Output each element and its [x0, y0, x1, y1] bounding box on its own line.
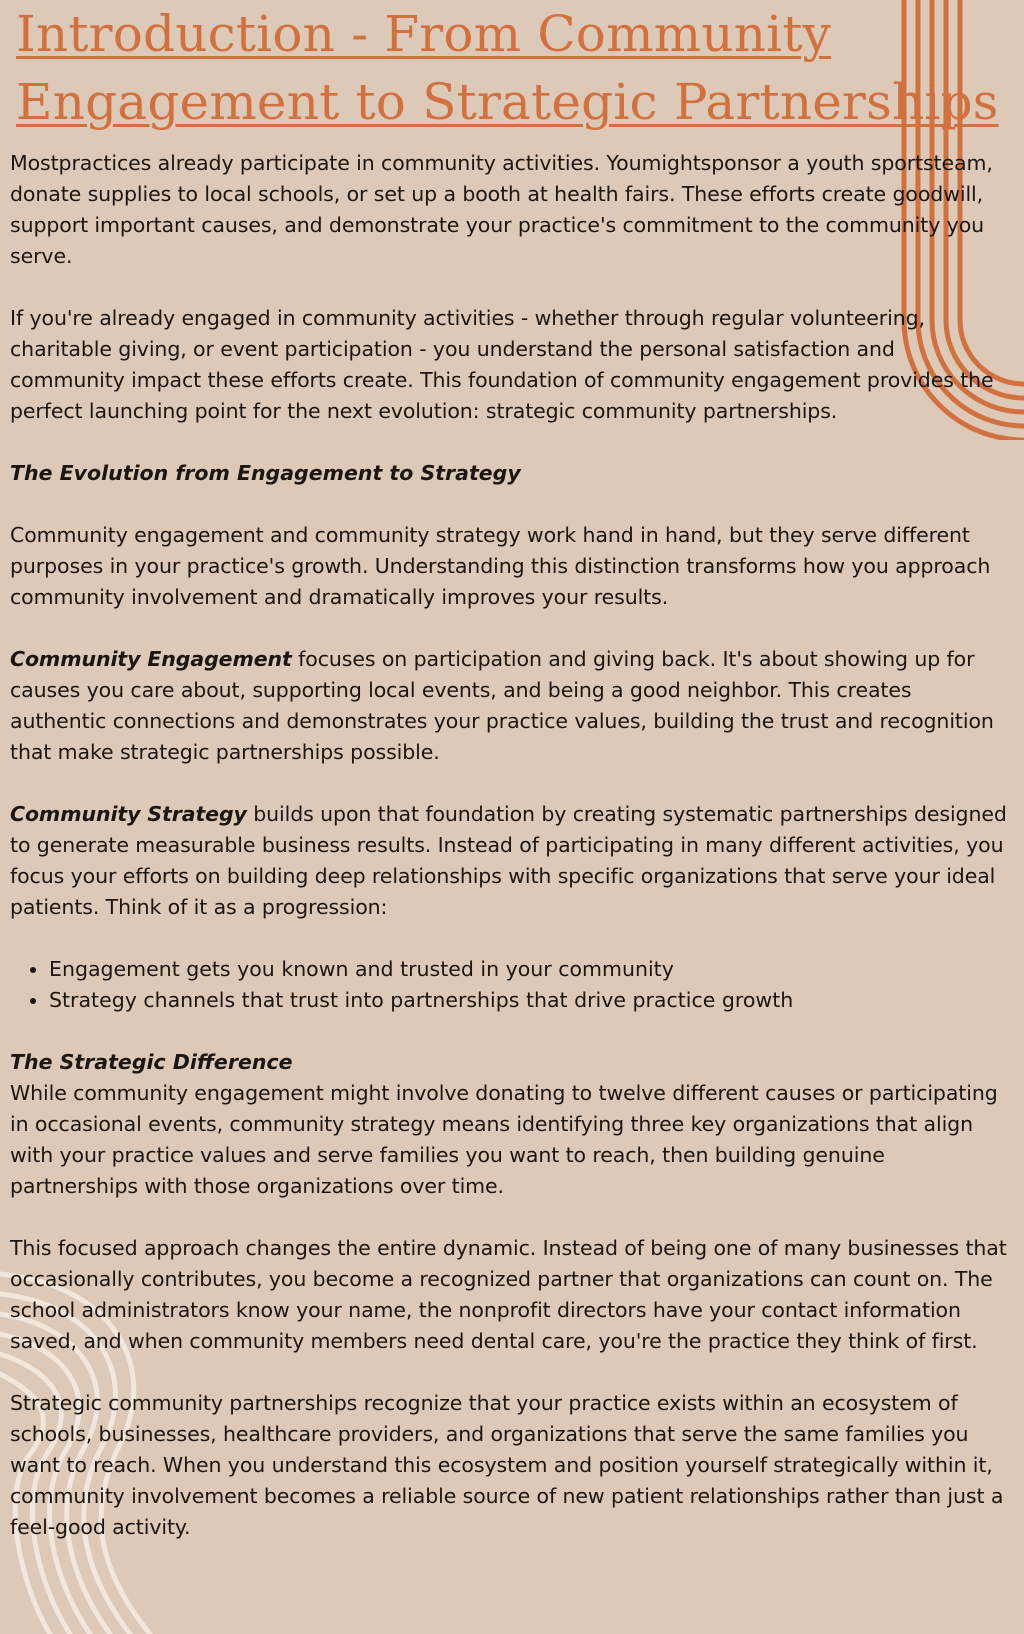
- community-strategy-term: Community Strategy: [10, 802, 247, 826]
- intro-paragraph: Mostpractices already participate in community activities. Youmightsponsor a youth sportsteam, donate supplies to local schools, or set up a booth at health fairs. These efforts create goodwill, support important causes, and demonstrate your practice's commitment to the community you serve.: [10, 151, 993, 268]
- subheading-evolution: The Evolution from Engagement to Strategy: [10, 461, 521, 485]
- engagement-paragraph: If you're already engaged in community activities - whether through regular volunteering, charitable giving, or event participation - you understand the personal satisfaction and community impact these efforts create. This foundation of community engagement provides the perfect launching point for the next evolution: strategic community partnerships.: [10, 306, 994, 423]
- difference-paragraph: While community engagement might involve donating to twelve different causes or participating in occasional events, community strategy means identifying three key organizations that align with your practice values and serve families you want to reach, then building genuine partnerships with those organizations over time.: [10, 1081, 998, 1198]
- community-strategy-paragraph: [10, 799, 1014, 923]
- community-engagement-term: Community Engagement: [10, 647, 292, 671]
- distinction-paragraph: Community engagement and community strategy work hand in hand, but they serve different purposes in your practice's growth. Understanding this distinction transforms how you approach community involvement and dramatically improves your results.: [10, 523, 991, 609]
- page-title: Introduction - From Community Engagement to Strategic Partnerships: [16, 5, 999, 131]
- subheading-difference: The Strategic Difference: [10, 1050, 293, 1074]
- progression-list: [10, 954, 1014, 1016]
- list-item: • Strategy channels that trust into partnerships that drive practice growth: [49, 985, 1014, 1016]
- community-engagement-paragraph: [10, 644, 1014, 768]
- focused-approach-paragraph: This focused approach changes the entire dynamic. Instead of being one of many businesses that occasionally contributes, you become a recognized partner that organizations can count on. The school administrators know your name, the nonprofit directors have your contact information saved, and when community members need dental care, you're the practice they think of first.: [10, 1236, 1007, 1353]
- ecosystem-paragraph: Strategic community partnerships recognize that your practice exists within an ecosystem of schools, businesses, healthcare providers, and organizations that serve the same families you want to reach. When you understand this ecosystem and position yourself strategically within it, community involvement becomes a reliable source of new patient relationships rather than just a feel-good activity.: [10, 1391, 1004, 1539]
- community-engagement-text: focuses on participation and giving back. It's about showing up for causes you care about, supporting local events, and being a good neighbor. This creates authentic connections and demonstrates your practice values, building the trust and recognition that make strategic partnerships possible.: [10, 647, 994, 764]
- list-item: • Engagement gets you known and trusted in your community: [49, 954, 1014, 985]
- community-strategy-text: builds upon that foundation by creating systematic partnerships designed to generate measurable business results. Instead of participating in many different activities, you focus your efforts on building deep relationships with specific organizations that serve your ideal patients. Think of it as a progression:: [10, 802, 1007, 919]
